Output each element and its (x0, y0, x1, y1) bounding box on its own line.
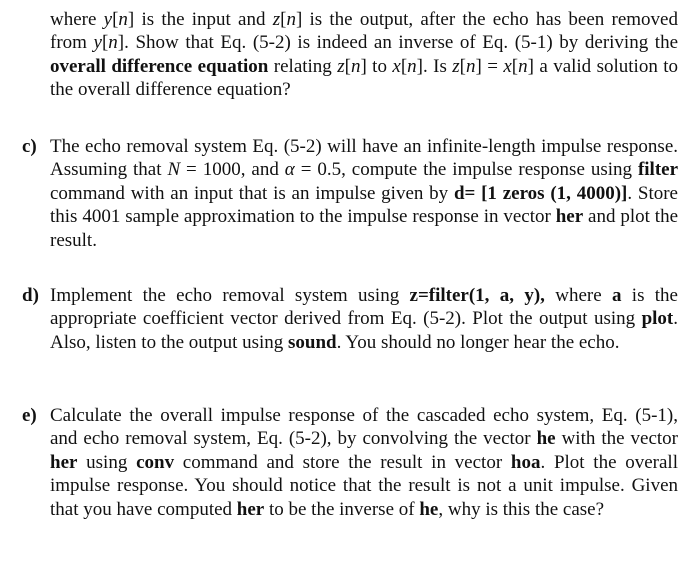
bold-term: filter (637, 159, 679, 181)
part-d-paragraph (50, 284, 678, 354)
text-run: where (50, 9, 104, 30)
text-run: relating (268, 55, 338, 77)
bracket: [ (459, 55, 466, 77)
text-run: , why is this the case? (438, 498, 605, 520)
bracket: [ (511, 55, 519, 77)
text-run: is the appropriate coefficient vector derived from Eq. (5-2). Plot the output using (50, 285, 678, 330)
part-e-label: e) (22, 405, 37, 426)
part-c-label: c) (22, 136, 37, 157)
bracket: [ (280, 9, 287, 30)
text-run: to be the inverse of (264, 498, 420, 520)
math-variable: x (503, 55, 512, 77)
text-run: . You should no longer hear the echo. (336, 331, 620, 353)
intro-paragraph (50, 8, 678, 102)
bracket: ] (527, 55, 534, 77)
math-variable: y (103, 9, 113, 30)
bold-term: sound (288, 331, 337, 353)
bold-term: plot (641, 308, 674, 330)
text-run: where (544, 285, 612, 306)
math-variable: n (350, 55, 361, 77)
math-variable: n (118, 9, 128, 30)
math-variable: n (286, 9, 296, 30)
text-run: . Store this 4001 sample approximation to the impulse response in vector (50, 182, 678, 228)
bold-term: he (536, 428, 556, 450)
bold-term: conv (136, 451, 175, 473)
math-variable: n (466, 55, 476, 77)
bracket: [ (101, 32, 109, 54)
text-run: . Is (422, 55, 453, 77)
bracket: ] (295, 9, 303, 30)
bracket: ] (360, 55, 367, 77)
math-variable: α (284, 159, 295, 181)
text-run: command and store the result in vector (174, 451, 511, 473)
text-run: Calculate the overall impulse response of the cascaded echo system, Eq. (5-1), and echo removal system, Eq. (5-2), by convolving the vector (50, 405, 678, 450)
math-variable: n (518, 55, 528, 77)
text-run: is the input and (134, 9, 273, 30)
bold-term: hoa (510, 451, 541, 473)
math-variable: z (452, 55, 460, 77)
bold-term: overall difference equation (50, 55, 269, 77)
math-variable: n (407, 55, 417, 77)
math-variable: z (337, 55, 345, 77)
math-variable: y (93, 32, 102, 54)
text-run: and plot the result. (50, 206, 679, 251)
text-run: command with an input that is an impulse given by (50, 182, 454, 204)
part-e-paragraph (50, 404, 678, 521)
bracket: [ (344, 55, 351, 77)
part-c-paragraph (50, 135, 678, 252)
text-run: . Also, listen to the output using (50, 308, 678, 353)
math-variable: n (108, 32, 118, 54)
bold-term: her (555, 206, 584, 228)
text-run: using (77, 451, 137, 473)
part-d-label: d) (22, 285, 39, 306)
text-run: . Plot the overall impulse response. You should notice that the result is not a unit impulse. Given that you have computed (50, 451, 678, 520)
bold-term: her (236, 498, 265, 520)
text-run: with the vector (555, 428, 679, 450)
bold-term: d= [1 zeros (1, 4000)] (453, 182, 628, 204)
text-run: Implement the echo removal system using (50, 285, 410, 306)
text-run: to (366, 55, 393, 77)
text-run: is the output, after the echo has been removed from (50, 9, 678, 54)
bracket: [ (400, 55, 408, 77)
bracket: ] (475, 55, 482, 77)
text-run: The echo removal system Eq. (5-2) will have an infinite-length impulse response. Assuming that (50, 136, 678, 181)
text-run: = 1000, and (180, 159, 285, 181)
bracket: ] (117, 32, 125, 54)
bold-term: a (611, 285, 622, 306)
math-variable: N (167, 159, 181, 181)
text-run: . Show that Eq. (5-2) is indeed an inverse of Eq. (5-1) by deriving the (124, 32, 678, 54)
math-variable: x (392, 55, 401, 77)
text-run: = (481, 55, 504, 77)
text-run: = 0.5, compute the impulse response using (294, 159, 638, 181)
bracket: ] (127, 9, 135, 30)
math-variable: z (272, 9, 281, 30)
bold-term: he (419, 498, 439, 520)
bracket: ] (416, 55, 423, 77)
text-run: a valid solution to the overall difference equation? (50, 55, 679, 101)
bracket: [ (112, 9, 119, 30)
bold-term: her (50, 451, 78, 473)
bold-term: z=filter(1, a, y), (409, 285, 545, 306)
